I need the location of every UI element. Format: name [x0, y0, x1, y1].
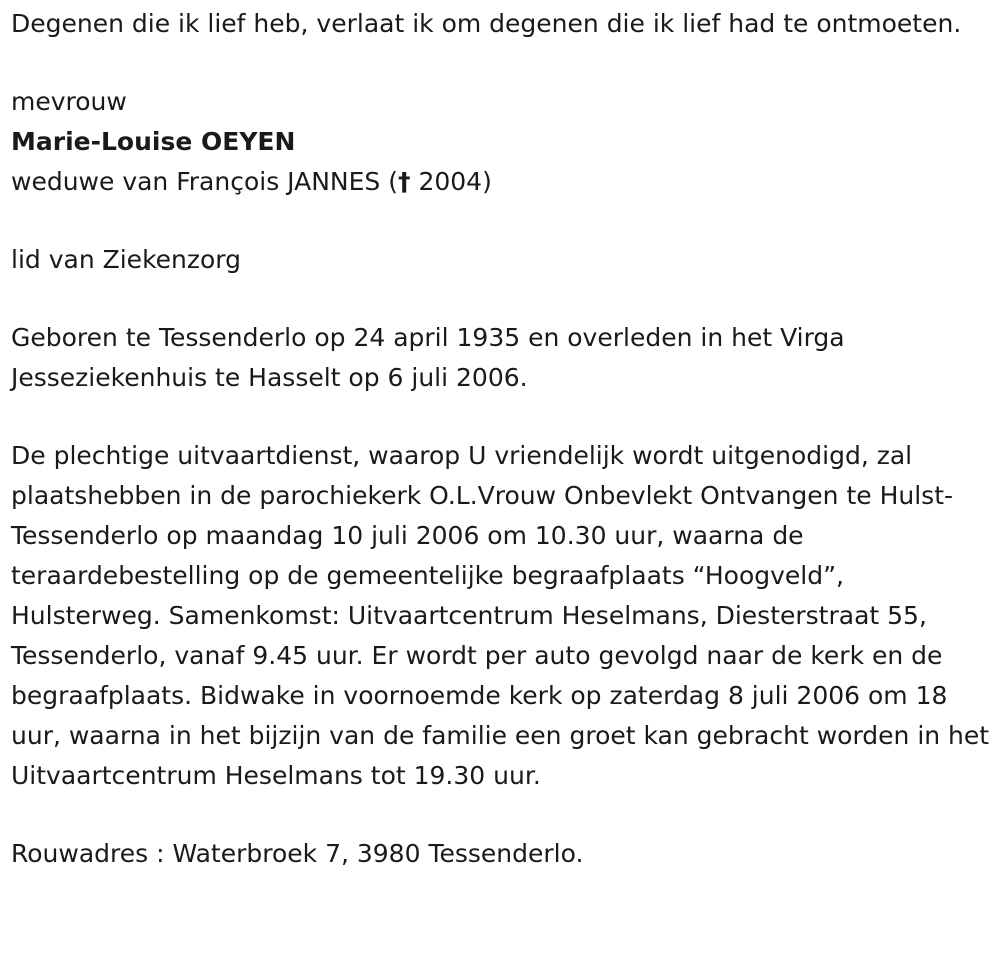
spacer	[11, 796, 995, 834]
mourning-address: Rouwadres : Waterbroek 7, 3980 Tessenderlo.	[11, 839, 584, 868]
spouse-year: 2004)	[410, 167, 492, 196]
funeral-paragraph: De plechtige uitvaartdienst, waarop U vriendelijk wordt uitgenodigd, zal plaatshebben in de parochiekerk O.L.Vrouw Onbevlekt Ontvangen te Hulst-Tessenderlo op maandag 10 juli 2006 om 10.30 uur, waarna de teraardebestelling op de gemeentelijke begraafplaats “Hoogveld”, Hulsterweg. Samenkomst: Uitvaartcentrum Heselmans, Diesterstraat 55, Tessenderlo, vanaf 9.45 uur. Er wordt per auto gevolgd naar de kerk en de begraafplaats. Bidwake in voornoemde kerk op zaterdag 8 juli 2006 om 18 uur, waarna in het bijzijn van de familie een groet kan gebracht worden in het Uitvaartcentrum Heselmans tot 19.30 uur.	[11, 441, 990, 790]
membership: lid van Ziekenzorg	[11, 245, 242, 274]
spouse-text: weduwe van François JANNES (	[11, 167, 398, 196]
deceased-name: Marie-Louise OEYEN	[11, 127, 296, 156]
spacer	[11, 44, 995, 82]
opening-quote: Degenen die ik lief heb, verlaat ik om degenen die ik lief had te ontmoeten.	[11, 9, 962, 38]
spacer	[11, 202, 995, 240]
spacer	[11, 280, 995, 318]
obituary-document	[11, 4, 995, 874]
birth-death-paragraph: Geboren te Tessenderlo op 24 april 1935 en overleden in het Virga Jesseziekenhuis te Hasselt op 6 juli 2006.	[11, 323, 845, 392]
honorific: mevrouw	[11, 87, 127, 116]
cross-icon: †	[398, 167, 411, 196]
spouse-line	[11, 162, 995, 202]
spacer	[11, 398, 995, 436]
